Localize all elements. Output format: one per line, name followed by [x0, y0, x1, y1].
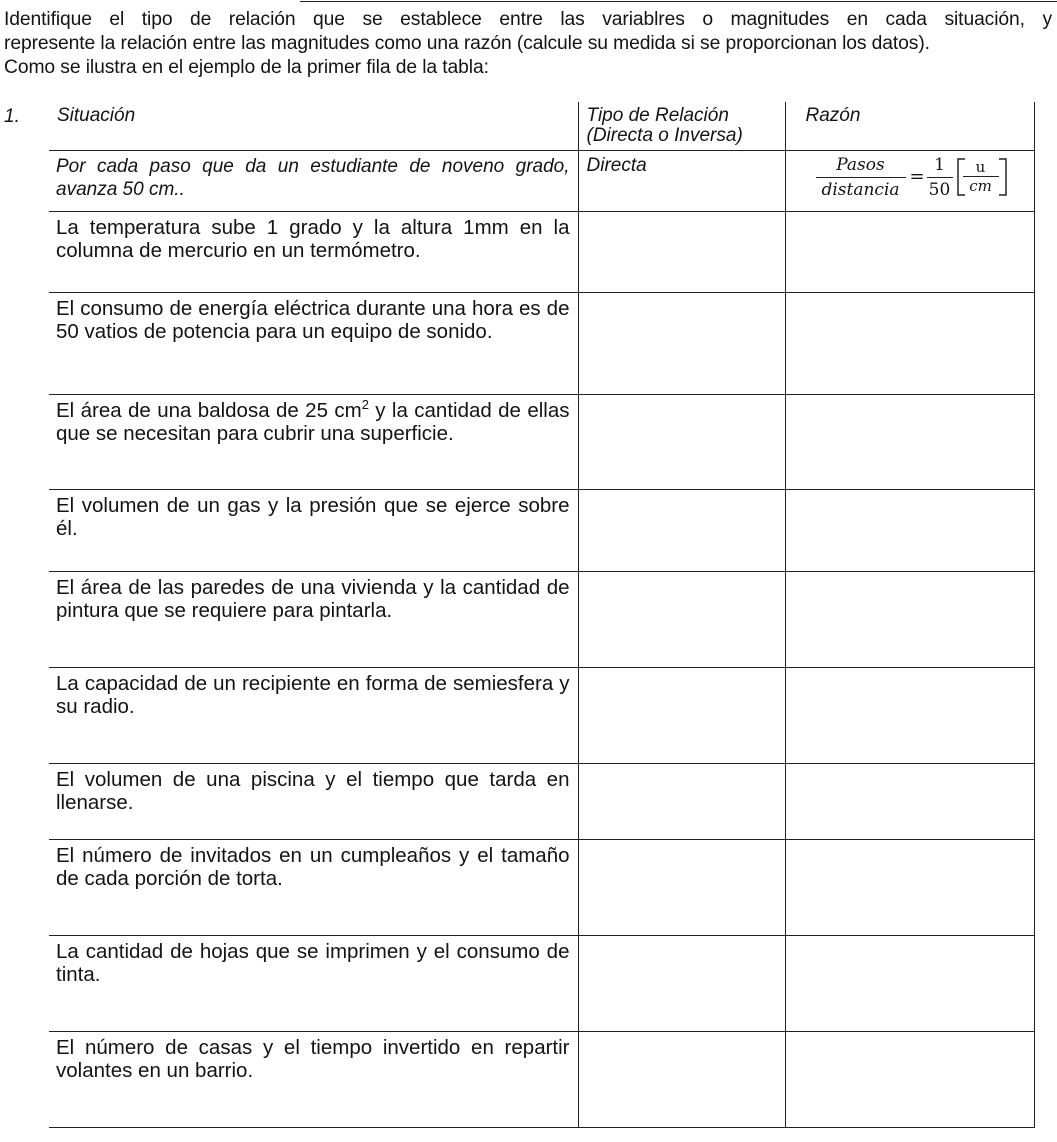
- ratio-value-fraction: [927, 155, 953, 200]
- example-situacion-cell: [49, 150, 578, 211]
- row-3-tipo-answer[interactable]: [578, 394, 785, 489]
- table-row: [49, 763, 1034, 839]
- row-4-razon-answer[interactable]: [785, 489, 1034, 571]
- table-row: [49, 839, 1034, 935]
- ratio-magnitudes-fraction: [816, 155, 906, 200]
- example-situacion: Por cada paso que da un estudiante de noveno grado, avanza 50 cm..: [56, 155, 570, 200]
- row-9-razon-answer[interactable]: [785, 935, 1034, 1031]
- instructions-line-3: Como se ilustra en el ejemplo de la primer fila de la tabla:: [4, 57, 489, 78]
- table-row: [49, 571, 1034, 667]
- header-tipo-line1: Tipo de Relación: [586, 105, 729, 126]
- row-7-situacion: El volumen de una piscina y el tiempo que tarda en llenarse.: [56, 767, 570, 814]
- example-tipo-cell: [578, 150, 785, 211]
- header-situacion-cell: [49, 102, 578, 150]
- row-1-tipo-answer[interactable]: [578, 211, 785, 292]
- row-9-tipo-answer[interactable]: [578, 935, 785, 1031]
- table-row: [49, 667, 1034, 763]
- ratio-equals: =: [909, 165, 925, 187]
- row-4-tipo-answer[interactable]: [578, 489, 785, 571]
- top-rule: [300, 1, 1057, 2]
- row-3-situacion: El área de una baldosa de 25 $cm^2$ y la cantidad de ellas que se necesitan para cubrir una superficie.: [56, 396, 570, 445]
- row-2-situacion: El consumo de energía eléctrica durante una hora es de 50 vatios de potencia para un equipo de sonido.: [56, 296, 570, 343]
- instructions: [4, 8, 1052, 80]
- instructions-line-2: represente la relación entre las magnitudes como una razón (calcule su medida si se proporcionan los datos).: [4, 33, 930, 54]
- header-tipo-cell: [578, 102, 785, 150]
- example-row: [49, 150, 1034, 211]
- row-6-situacion: La capacidad de un recipiente en forma de semiesfera y su radio.: [56, 671, 570, 718]
- ratio-unit-numerator: u: [975, 157, 986, 176]
- row-10-tipo-answer[interactable]: [578, 1031, 785, 1127]
- ratio-value-numerator: 1: [934, 154, 945, 175]
- instructions-line-1: Identifique el tipo de relación que se establece entre las variablres o magnitudes en cada situación, y: [4, 9, 1052, 30]
- row-1-situacion: La temperatura sube 1 grado y la altura 1mm en la columna de mercurio en un termómetro.: [56, 215, 570, 262]
- table-row: [49, 394, 1034, 489]
- row-10-situacion: El número de casas y el tiempo invertido en repartir volantes en un barrio.: [56, 1035, 570, 1082]
- row-5-razon-answer[interactable]: [785, 571, 1034, 667]
- header-tipo-line2: (Directa o Inversa): [586, 125, 743, 146]
- header-row: [49, 102, 1034, 150]
- relations-table: [49, 102, 1035, 1128]
- ratio-unit-fraction: [963, 159, 999, 195]
- row-8-razon-answer[interactable]: [785, 839, 1034, 935]
- header-situacion: Situación: [57, 105, 136, 126]
- example-razon-cell: [785, 150, 1034, 211]
- header-razon: Razón: [805, 105, 861, 126]
- row-8-situacion: El número de invitados en un cumpleaños y el tamaño de cada porción de torta.: [56, 843, 570, 890]
- row-3-razon-answer[interactable]: [785, 394, 1034, 489]
- ratio-denominator: distancia: [821, 179, 900, 200]
- question-number: 1.: [4, 106, 20, 127]
- row-2-razon-answer[interactable]: [785, 292, 1034, 394]
- table-row: [49, 935, 1034, 1031]
- row-2-tipo-answer[interactable]: [578, 292, 785, 394]
- example-tipo: Directa: [586, 154, 647, 176]
- row-7-razon-answer[interactable]: [785, 763, 1034, 839]
- row-5-situacion: El área de las paredes de una vivienda y la cantidad de pintura que se requiere para pintarla.: [56, 575, 570, 622]
- row-7-tipo-answer[interactable]: [578, 763, 785, 839]
- table-row: [49, 489, 1034, 571]
- ratio-unit-denominator: cm: [969, 176, 992, 195]
- row-5-tipo-answer[interactable]: [578, 571, 785, 667]
- row-6-razon-answer[interactable]: [785, 667, 1034, 763]
- row-8-tipo-answer[interactable]: [578, 839, 785, 935]
- ratio-numerator: Pasos: [836, 154, 885, 175]
- row-4-situacion: El volumen de un gas y la presión que se ejerce sobre él.: [56, 493, 570, 540]
- row-9-situacion: La cantidad de hojas que se imprimen y el consumo de tinta.: [56, 939, 570, 986]
- table-row: [49, 292, 1034, 394]
- header-razon-cell: [785, 102, 1034, 150]
- row-1-razon-answer[interactable]: [785, 211, 1034, 292]
- ratio-value-denominator: 50: [928, 179, 951, 200]
- row-10-razon-answer[interactable]: [785, 1031, 1034, 1127]
- row-6-tipo-answer[interactable]: [578, 667, 785, 763]
- table-row: [49, 211, 1034, 292]
- example-ratio: [786, 151, 1034, 205]
- table-row: [49, 1031, 1034, 1127]
- row-3-superscript: 2: [361, 396, 369, 412]
- unit-right-bracket: [997, 157, 1009, 197]
